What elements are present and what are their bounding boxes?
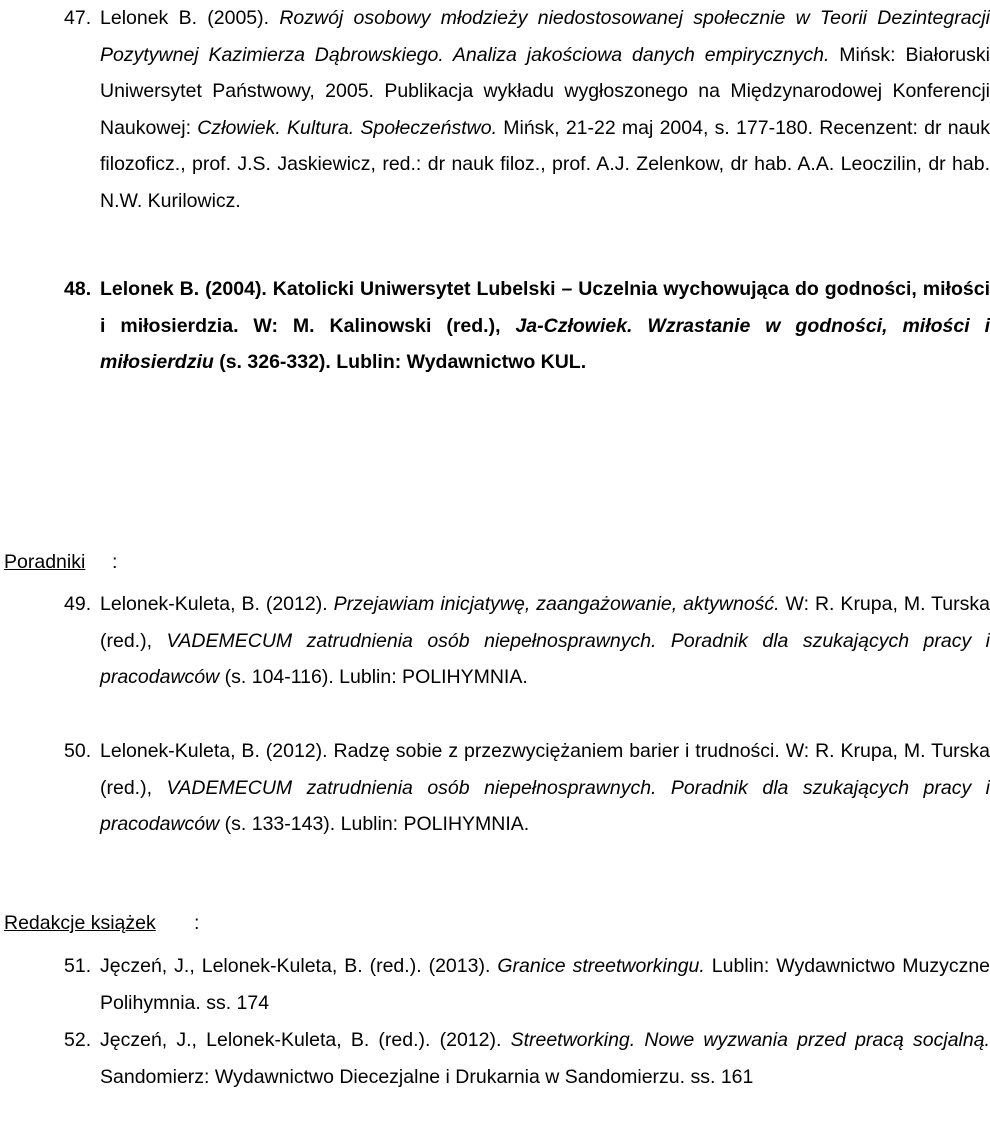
heading-colon: : bbox=[112, 551, 118, 573]
entry-number: 49. bbox=[64, 593, 92, 615]
entry-text: Lelonek-Kuleta, B. (2012). Radzę sobie z przezwyciężaniem barier i trudności. W: R. Krupa, M. Turska (red.), bbox=[100, 740, 990, 799]
entry-number: 48. bbox=[64, 278, 92, 300]
bibliography-entry-47 bbox=[64, 0, 990, 219]
section-heading-redakcje: Redakcje książek bbox=[4, 912, 156, 934]
entry-number: 52. bbox=[64, 1029, 92, 1051]
entry-text: Jęczeń, J., Lelonek-Kuleta, B. (red.). (2013). bbox=[100, 955, 498, 977]
entry-title: Rozwój osobowy młodzieży niedostosowanej społecznie w Teorii Dezintegracji Pozytywnej Kazimierza Dąbrowskiego. Analiza jakościowa danych empirycznych. bbox=[100, 7, 990, 66]
entry-text: W: R. Krupa, M. Turska (red.), bbox=[100, 593, 990, 652]
entry-title: Granice streetworkingu. bbox=[497, 955, 705, 977]
entry-text: Jęczeń, J., Lelonek-Kuleta, B. (red.). (2012). bbox=[100, 1029, 511, 1051]
entry-text: Lelonek B. (2005). bbox=[100, 7, 280, 29]
entry-text: Lelonek-Kuleta, B. (2012). bbox=[100, 593, 334, 615]
entry-title: Przejawiam inicjatywę, zaangażowanie, aktywność. bbox=[333, 593, 780, 615]
entry-title: VADEMECUM zatrudnienia osób niepełnosprawnych. Poradnik dla szukających pracy i pracodawców bbox=[100, 776, 990, 835]
entry-text: Lelonek B. (2004). Katolicki Uniwersytet Lubelski – Uczelnia wychowująca do godności, miłości i miłosierdzia. W: M. Kalinowski (red.), bbox=[100, 278, 990, 337]
heading-colon: : bbox=[194, 912, 200, 934]
bibliography-entry-51 bbox=[64, 948, 990, 1021]
entry-title: Streetworking. Nowe wyzwania przed pracą socjalną. bbox=[510, 1029, 990, 1051]
entry-text: (s. 104-116). Lublin: POLIHYMNIA. bbox=[219, 666, 528, 688]
entry-text: Mińsk, 21-22 maj 2004, s. 177-180. Recenzent: dr nauk filozoficz., prof. J.S. Jaskiewicz, red.: dr nauk filoz., prof. A.J. Zelenkow, dr hab. A.A. Leoczilin, dr hab. N.W. Kurilowicz. bbox=[100, 116, 990, 212]
bibliography-entry-50 bbox=[64, 733, 990, 843]
bibliography-entry-49 bbox=[64, 586, 990, 696]
entry-title: Człowiek. Kultura. Społeczeństwo. bbox=[197, 116, 497, 139]
entry-text: Mińsk: Białoruski Uniwersytet Państwowy, 2005. Publikacja wykładu wygłoszonego na Międzynarodowej Konferencji Naukowej: bbox=[100, 43, 990, 139]
bibliography-entry-52 bbox=[64, 1022, 990, 1095]
section-heading-poradniki: Poradniki bbox=[4, 551, 86, 573]
entry-text: (s. 326-332). Lublin: Wydawnictwo KUL. bbox=[213, 351, 587, 373]
entry-title: VADEMECUM zatrudnienia osób niepełnosprawnych. Poradnik dla szukających pracy i pracodawców bbox=[100, 629, 990, 688]
entry-text: Lublin: Wydawnictwo Muzyczne Polihymnia. ss. 174 bbox=[100, 955, 990, 1014]
entry-number: 50. bbox=[64, 740, 92, 762]
entry-title: Ja-Człowiek. Wzrastanie w godności, miłości i miłosierdziu bbox=[100, 314, 990, 373]
bibliography-entry-48 bbox=[64, 271, 990, 381]
entry-number: 51. bbox=[64, 955, 92, 977]
entry-text: (s. 133-143). Lublin: POLIHYMNIA. bbox=[219, 813, 530, 835]
entry-text: Sandomierz: Wydawnictwo Diecezjalne i Drukarnia w Sandomierzu. ss. 161 bbox=[100, 1065, 754, 1088]
entry-number: 47. bbox=[64, 7, 92, 29]
